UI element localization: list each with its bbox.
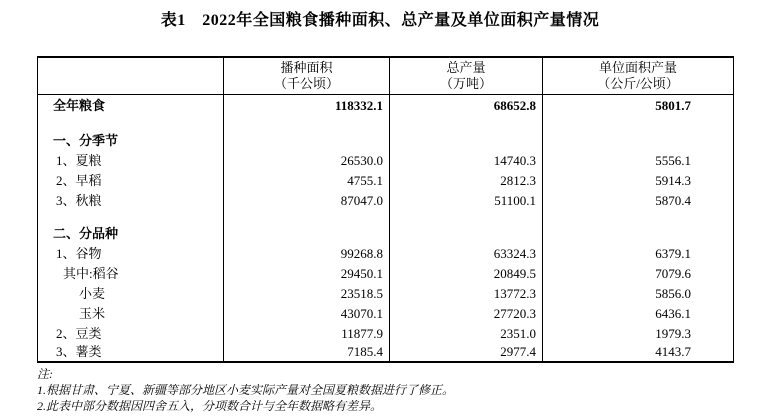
table-row-section-by-variety xyxy=(38,224,733,244)
table-row-tubers xyxy=(38,344,733,361)
cell-yield: 6436.1 xyxy=(655,306,691,321)
cell-yield: 5801.7 xyxy=(655,98,691,113)
note-2: 2.此表中部分数据因四舍五入，分项数合计与全年数据略有差异。 xyxy=(37,399,383,413)
cell-area: 99268.8 xyxy=(224,244,390,264)
cell-output: 68652.8 xyxy=(390,95,543,118)
row-label: 2、豆类 xyxy=(38,324,224,344)
cell-area: 26530.0 xyxy=(224,151,390,171)
cell-output: 14740.3 xyxy=(390,151,543,171)
header-sown-area-line1: 播种面积 xyxy=(280,60,333,75)
row-label: 全年粮食 xyxy=(38,95,224,118)
cell-output: 51100.1 xyxy=(390,191,543,211)
header-cell-total-output xyxy=(390,58,543,94)
row-label: 1、夏粮 xyxy=(38,151,224,171)
row-label: 小麦 xyxy=(38,284,224,304)
cell-yield: 6379.1 xyxy=(655,246,691,261)
row-label: 3、薯类 xyxy=(38,344,224,361)
row-label: 其中:稻谷 xyxy=(38,264,224,284)
table-header-row xyxy=(38,58,733,95)
cell-output: 27720.3 xyxy=(390,304,543,324)
cell-yield: 4143.7 xyxy=(655,344,691,359)
cell-area: 118332.1 xyxy=(224,95,390,118)
table-row-early-rice xyxy=(38,171,733,191)
grain-production-table xyxy=(37,56,734,363)
cell-yield: 5556.1 xyxy=(655,153,691,168)
cell-area: 4755.1 xyxy=(224,171,390,191)
notes-label: 注: xyxy=(37,367,53,381)
page-title: 表1 2022年全国粮食播种面积、总产量及单位面积产量情况 xyxy=(160,12,600,29)
cell-area: 29450.1 xyxy=(224,264,390,284)
spacer-row xyxy=(38,211,733,224)
table-row-wheat xyxy=(38,284,733,304)
cell-output: 63324.3 xyxy=(390,244,543,264)
cell-yield: 5914.3 xyxy=(655,173,691,188)
cell-output: 2351.0 xyxy=(390,324,543,344)
row-label: 2、早稻 xyxy=(38,171,224,191)
cell-output: 2812.3 xyxy=(390,171,543,191)
cell-area: 43070.1 xyxy=(224,304,390,324)
row-label: 3、秋粮 xyxy=(38,191,224,211)
table-row-beans xyxy=(38,324,733,344)
table-row-corn xyxy=(38,304,733,324)
header-sown-area-line2: （千公顷） xyxy=(273,76,339,91)
header-total-output-line2: （万吨） xyxy=(439,76,492,91)
cell-area: 23518.5 xyxy=(224,284,390,304)
cell-yield: 5870.4 xyxy=(655,193,691,208)
header-unit-yield-line2: （公斤/公顷） xyxy=(597,76,679,91)
cell-output: 13772.3 xyxy=(390,284,543,304)
header-cell-unit-yield xyxy=(543,58,733,94)
header-cell-category xyxy=(38,58,224,94)
spacer-row xyxy=(38,118,733,131)
cell-output: 2977.4 xyxy=(390,344,543,361)
header-unit-yield-line1: 单位面积产量 xyxy=(598,60,677,75)
table-row-annual-grain xyxy=(38,95,733,118)
cell-yield: 7079.6 xyxy=(655,266,691,281)
cell-area: 87047.0 xyxy=(224,191,390,211)
header-total-output-line1: 总产量 xyxy=(446,60,486,75)
row-label: 一、分季节 xyxy=(38,131,224,151)
row-label: 二、分品种 xyxy=(38,224,224,244)
cell-area: 7185.4 xyxy=(224,344,390,361)
table-row-section-by-season xyxy=(38,131,733,151)
cell-yield: 5856.0 xyxy=(655,286,691,301)
cell-yield: 1979.3 xyxy=(655,326,691,341)
table-row-summer-grain xyxy=(38,151,733,171)
row-label: 1、谷物 xyxy=(38,244,224,264)
table-row-autumn-grain xyxy=(38,191,733,211)
cell-area: 11877.9 xyxy=(224,324,390,344)
cell-output: 20849.5 xyxy=(390,264,543,284)
note-1: 1.根据甘肃、宁夏、新疆等部分地区小麦实际产量对全国夏粮数据进行了修正。 xyxy=(37,383,455,397)
table-row-rice xyxy=(38,264,733,284)
header-cell-sown-area xyxy=(224,58,390,94)
table-row-cereals xyxy=(38,244,733,264)
table-notes xyxy=(37,366,734,414)
row-label: 玉米 xyxy=(38,304,224,324)
